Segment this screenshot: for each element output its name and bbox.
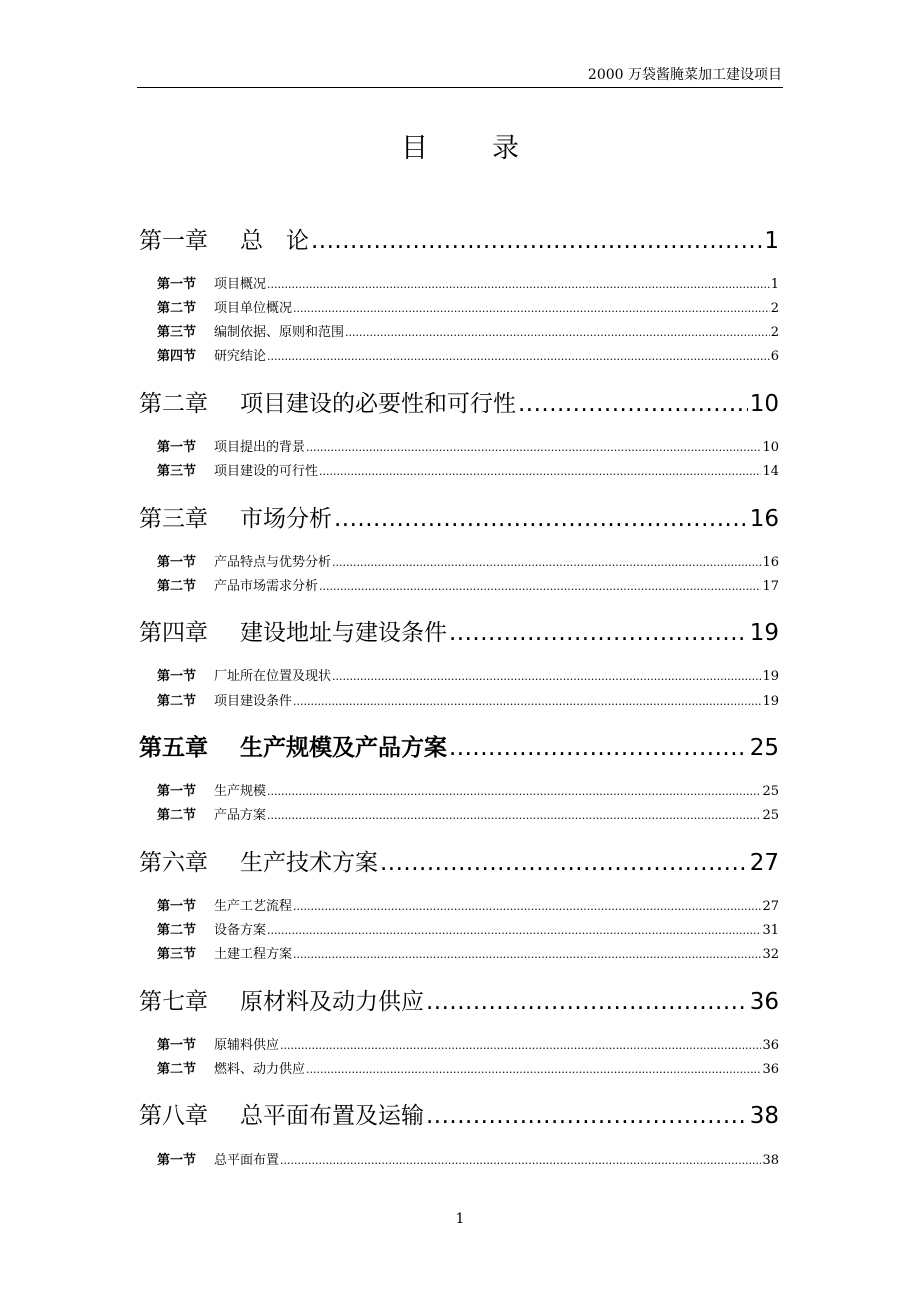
dot-leader [426,1103,748,1129]
section-title: 研究结论 [214,349,267,364]
section-title: 生产规模 [214,784,267,799]
section-title: 燃料、动力供应 [214,1062,306,1077]
section-number: 第一节 [157,555,197,570]
dot-leader [267,350,770,363]
dot-leader [334,506,748,532]
toc-section[interactable] [157,436,779,455]
chapter-title: 原材料及动力供应 [240,989,424,1015]
toc-chapter-8[interactable] [139,1097,779,1130]
dot-leader [449,620,748,646]
chapter-number: 第五章 [139,735,208,761]
section-number: 第二节 [157,1062,197,1077]
section-title: 产品方案 [214,808,267,823]
section-number: 第三节 [157,325,197,340]
section-number: 第一节 [157,784,197,799]
dot-leader [293,695,761,708]
dot-leader [293,900,761,913]
section-number: 第三节 [157,947,197,962]
toc-chapter-4[interactable] [139,614,779,647]
dot-leader [293,948,761,961]
section-title: 原辅料供应 [214,1038,280,1053]
chapter-page-number: 10 [749,391,779,417]
dot-leader [267,809,761,822]
dot-leader [267,924,761,937]
chapter-title: 市场分析 [240,506,332,532]
section-number: 第二节 [157,301,197,316]
toc-section[interactable] [157,460,779,479]
toc-section[interactable] [157,943,779,962]
section-title: 编制依据、原则和范围 [214,325,345,340]
section-title: 项目单位概况 [214,301,293,316]
section-number: 第一节 [157,1153,197,1168]
chapter-number: 第七章 [139,989,208,1015]
dot-leader [267,278,770,291]
section-number: 第一节 [157,899,197,914]
dot-leader [449,735,748,761]
section-page-number: 36 [762,1062,779,1077]
toc-section[interactable] [157,1034,779,1053]
section-number: 第二节 [157,579,197,594]
section-title: 项目建设条件 [214,694,293,709]
toc-chapter-3[interactable] [139,500,779,533]
section-page-number: 6 [770,349,779,364]
section-page-number: 36 [762,1038,779,1053]
toc-section[interactable] [157,665,779,684]
toc-section[interactable] [157,273,779,292]
toc-section[interactable] [157,345,779,364]
section-title: 厂址所在位置及现状 [214,669,332,684]
section-page-number: 14 [762,464,779,479]
section-number: 第一节 [157,277,197,292]
toc-section[interactable] [157,919,779,938]
section-title: 产品特点与优势分析 [214,555,332,570]
section-page-number: 2 [770,301,779,316]
toc-chapter-5[interactable] [139,729,779,762]
toc-section[interactable] [157,1058,779,1077]
page-number: 1 [455,1211,465,1227]
dot-leader [280,1154,761,1167]
toc-title: 目录 [401,133,583,164]
section-page-number: 16 [762,555,779,570]
dot-leader [311,228,762,254]
toc-section[interactable] [157,780,779,799]
section-title: 产品市场需求分析 [214,579,319,594]
dot-leader [380,850,748,876]
chapter-title: 总 论 [240,228,309,254]
section-number: 第一节 [157,440,197,455]
chapter-number: 第八章 [139,1103,208,1129]
toc-section[interactable] [157,551,779,570]
dot-leader [306,1063,761,1076]
section-page-number: 25 [762,784,779,799]
chapter-page-number: 27 [749,850,779,876]
toc-chapter-2[interactable] [139,385,779,418]
section-title: 项目提出的背景 [214,440,306,455]
chapter-title: 生产规模及产品方案 [240,735,447,761]
section-title: 项目概况 [214,277,267,292]
section-page-number: 2 [770,325,779,340]
section-page-number: 32 [762,947,779,962]
chapter-page-number: 19 [749,620,779,646]
chapter-number: 第四章 [139,620,208,646]
dot-leader [267,785,761,798]
toc-section[interactable] [157,690,779,709]
chapter-page-number: 1 [764,228,779,254]
dot-leader [319,580,761,593]
chapter-title: 建设地址与建设条件 [240,620,447,646]
toc-section[interactable] [157,1149,779,1168]
dot-leader [332,556,761,569]
toc-chapter-7[interactable] [139,983,779,1016]
section-number: 第四节 [157,349,197,364]
toc-chapter-6[interactable] [139,844,779,877]
section-title: 项目建设的可行性 [214,464,319,479]
section-number: 第一节 [157,1038,197,1053]
dot-leader [518,391,748,417]
section-number: 第二节 [157,923,197,938]
section-page-number: 27 [762,899,779,914]
section-page-number: 19 [762,669,779,684]
section-page-number: 25 [762,808,779,823]
chapter-page-number: 38 [749,1103,779,1129]
dot-leader [319,465,761,478]
section-page-number: 19 [762,694,779,709]
section-number: 第一节 [157,669,197,684]
dot-leader [345,326,770,339]
chapter-title: 项目建设的必要性和可行性 [240,391,516,417]
section-title: 土建工程方案 [214,947,293,962]
chapter-number: 第六章 [139,850,208,876]
section-page-number: 31 [762,923,779,938]
chapter-page-number: 16 [749,506,779,532]
section-page-number: 38 [762,1153,779,1168]
header-rule [137,87,783,88]
chapter-page-number: 25 [749,735,779,761]
running-header: 2000 万袋酱腌菜加工建设项目 [587,67,782,83]
section-number: 第二节 [157,694,197,709]
section-title: 设备方案 [214,923,267,938]
toc-chapter-1[interactable] [139,222,779,255]
chapter-number: 第一章 [139,228,208,254]
section-title: 总平面布置 [214,1153,280,1168]
toc-section[interactable] [157,321,779,340]
dot-leader [293,302,770,315]
toc-section[interactable] [157,297,779,316]
chapter-page-number: 36 [749,989,779,1015]
section-page-number: 10 [762,440,779,455]
section-page-number: 17 [762,579,779,594]
dot-leader [306,441,761,454]
dot-leader [280,1039,761,1052]
toc-section[interactable] [157,804,779,823]
dot-leader [332,670,761,683]
dot-leader [426,989,748,1015]
section-page-number: 1 [770,277,779,292]
chapter-number: 第三章 [139,506,208,532]
toc-section[interactable] [157,575,779,594]
section-number: 第二节 [157,808,197,823]
toc-section[interactable] [157,895,779,914]
chapter-title: 总平面布置及运输 [240,1103,424,1129]
chapter-number: 第二章 [139,391,208,417]
chapter-title: 生产技术方案 [240,850,378,876]
section-number: 第三节 [157,464,197,479]
section-title: 生产工艺流程 [214,899,293,914]
